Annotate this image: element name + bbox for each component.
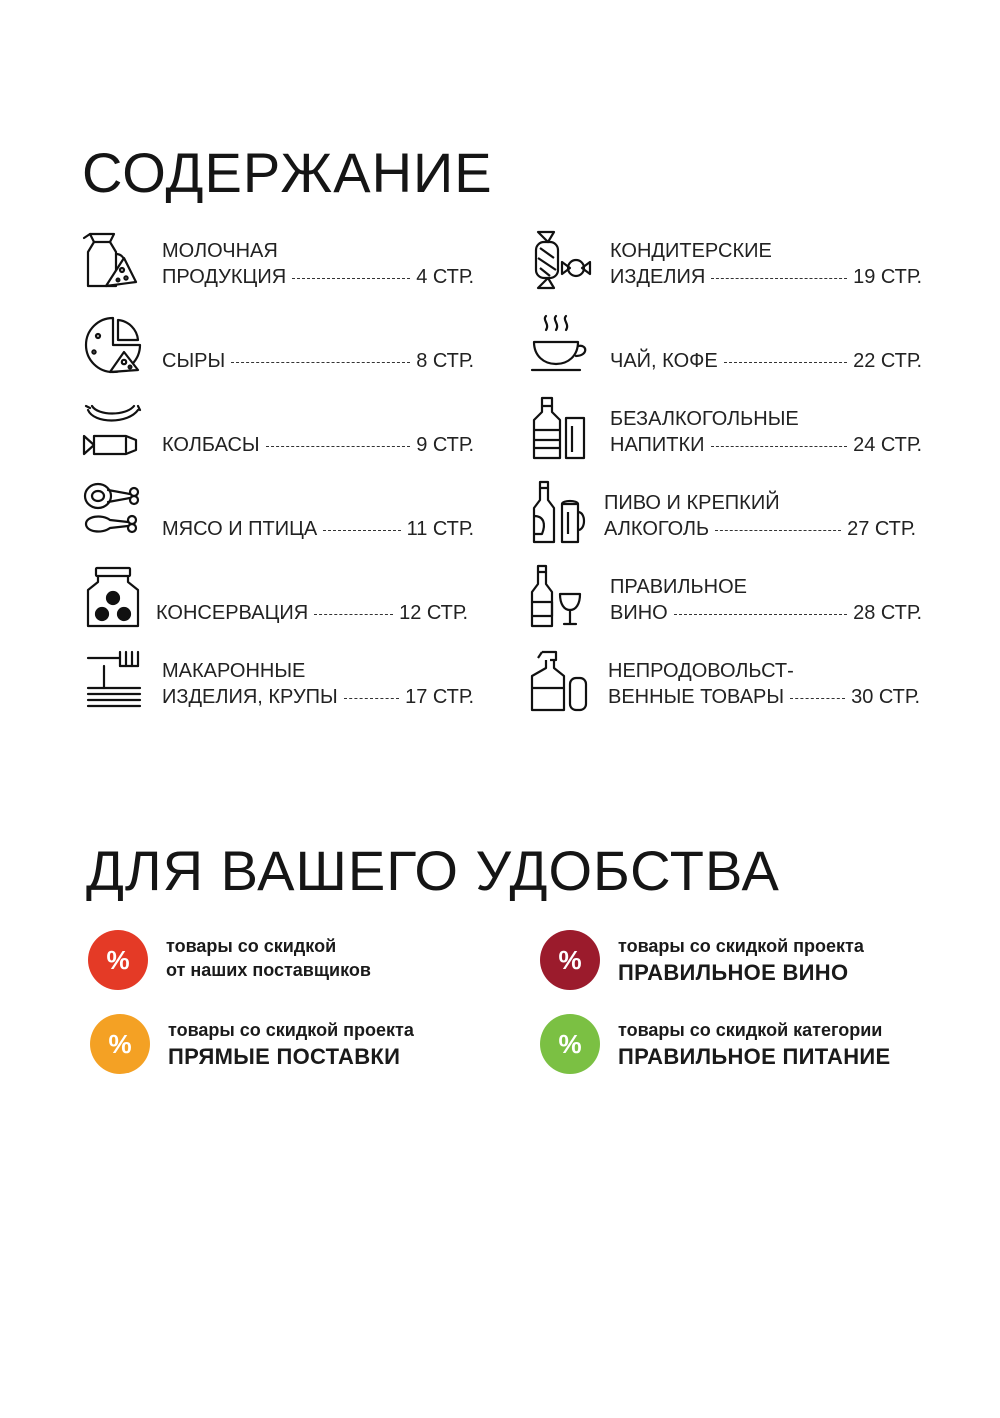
legend-line1: товары со скидкой категории <box>618 1020 883 1040</box>
legend-line1: товары со скидкой проекта <box>168 1020 414 1040</box>
toc-entry-line2: КОЛБАСЫ <box>162 434 260 456</box>
toc-entry-page: 28 СТР. <box>853 602 922 624</box>
legend-line1: товары со скидкой <box>166 936 337 956</box>
percent-badge-icon: % <box>540 930 600 990</box>
meat-drumstick-icon <box>80 480 146 546</box>
toc-entry-line2: СЫРЫ <box>162 350 226 372</box>
dot-leader <box>314 614 393 615</box>
dot-leader <box>724 362 847 363</box>
legend-line2: от наших поставщиков <box>166 960 371 980</box>
household-bottle-icon <box>528 648 594 714</box>
toc-entry-confectionery[interactable] <box>528 228 928 312</box>
toc-entry-line1: МОЛОЧНАЯ <box>162 240 278 262</box>
percent-badge-icon: % <box>540 1014 600 1074</box>
milk-jug-icon <box>80 228 146 294</box>
convenience-title: ДЛЯ ВАШЕГО УДОБСТВА <box>86 839 780 902</box>
toc-entry-page: 9 СТР. <box>416 434 474 456</box>
toc-entry-line1: КОНДИТЕРСКИЕ <box>610 240 772 262</box>
percent-badge-icon: % <box>88 930 148 990</box>
toc-entry-line2: КОНСЕРВАЦИЯ <box>156 602 309 624</box>
toc-entry-line1: БЕЗАЛКОГОЛЬНЫЕ <box>610 408 799 430</box>
dot-leader <box>711 446 848 447</box>
toc-entry-meat-poultry[interactable] <box>80 480 480 564</box>
coffee-cup-icon <box>528 312 594 378</box>
toc-entry-page: 27 СТР. <box>847 518 916 540</box>
toc-entry-cheese[interactable] <box>80 312 480 396</box>
beer-bottle-icon <box>528 480 594 546</box>
toc-entry-line2: АЛКОГОЛЬ <box>604 518 710 540</box>
toc-entry-line1: ПИВО И КРЕПКИЙ <box>604 492 780 514</box>
toc-entry-page: 12 СТР. <box>399 602 468 624</box>
dot-leader <box>266 446 411 447</box>
toc-entry-non-food[interactable] <box>528 648 928 732</box>
toc-entry-line1: МАКАРОННЫЕ <box>162 660 306 682</box>
dot-leader <box>292 278 410 279</box>
toc-entry-preserves[interactable] <box>80 564 480 648</box>
toc-entry-sausages[interactable] <box>80 396 480 480</box>
toc-entry-dairy[interactable] <box>80 228 480 312</box>
toc-entry-beer-spirits[interactable] <box>528 480 928 564</box>
toc-entry-page: 30 СТР. <box>851 686 920 708</box>
toc-entry-line2: ЧАЙ, КОФЕ <box>610 350 718 372</box>
toc-entry-pasta-grains[interactable] <box>80 648 480 732</box>
cheese-wheel-icon <box>80 312 146 378</box>
toc-entry-page: 19 СТР. <box>853 266 922 288</box>
dot-leader <box>344 698 399 699</box>
percent-badge-icon: % <box>90 1014 150 1074</box>
toc-entry-tea-coffee[interactable] <box>528 312 928 396</box>
contents-left-column <box>80 228 480 732</box>
toc-entry-line2: ВЕННЫЕ ТОВАРЫ <box>608 686 785 708</box>
candy-icon <box>528 228 594 294</box>
legend-line1: товары со скидкой проекта <box>618 936 864 956</box>
dot-leader <box>790 698 845 699</box>
contents-title: СОДЕРЖАНИЕ <box>82 141 493 204</box>
toc-entry-line2: НАПИТКИ <box>610 434 705 456</box>
dot-leader <box>231 362 410 363</box>
toc-entry-line2: ИЗДЕЛИЯ <box>610 266 706 288</box>
toc-entry-wine[interactable] <box>528 564 928 648</box>
soft-drinks-icon <box>528 396 594 462</box>
toc-entry-page: 8 СТР. <box>416 350 474 372</box>
toc-entry-line2: ПРОДУКЦИЯ <box>162 266 287 288</box>
wine-bottle-icon <box>528 564 594 630</box>
dot-leader <box>715 530 841 531</box>
toc-entry-page: 11 СТР. <box>406 518 474 540</box>
dot-leader <box>711 278 847 279</box>
contents-right-column <box>528 228 928 732</box>
preserves-jar-icon <box>80 564 146 630</box>
dot-leader <box>323 530 400 531</box>
pasta-fork-icon <box>80 648 146 714</box>
toc-entry-line2: ВИНО <box>610 602 668 624</box>
toc-entry-line1: НЕПРОДОВОЛЬСТ- <box>608 660 794 682</box>
legend-line2: ПРАВИЛЬНОЕ ВИНО <box>618 960 849 985</box>
toc-entry-line2: МЯСО И ПТИЦА <box>162 518 318 540</box>
toc-entry-line1: ПРАВИЛЬНОЕ <box>610 576 748 598</box>
toc-entry-page: 22 СТР. <box>853 350 922 372</box>
toc-entry-page: 4 СТР. <box>416 266 474 288</box>
legend-line2: ПРАВИЛЬНОЕ ПИТАНИЕ <box>618 1044 891 1069</box>
toc-entry-line2: ИЗДЕЛИЯ, КРУПЫ <box>162 686 338 708</box>
legend-line2: ПРЯМЫЕ ПОСТАВКИ <box>168 1044 401 1069</box>
toc-entry-page: 24 СТР. <box>853 434 922 456</box>
toc-entry-soft-drinks[interactable] <box>528 396 928 480</box>
toc-entry-page: 17 СТР. <box>405 686 474 708</box>
dot-leader <box>674 614 847 615</box>
sausage-icon <box>80 396 146 462</box>
